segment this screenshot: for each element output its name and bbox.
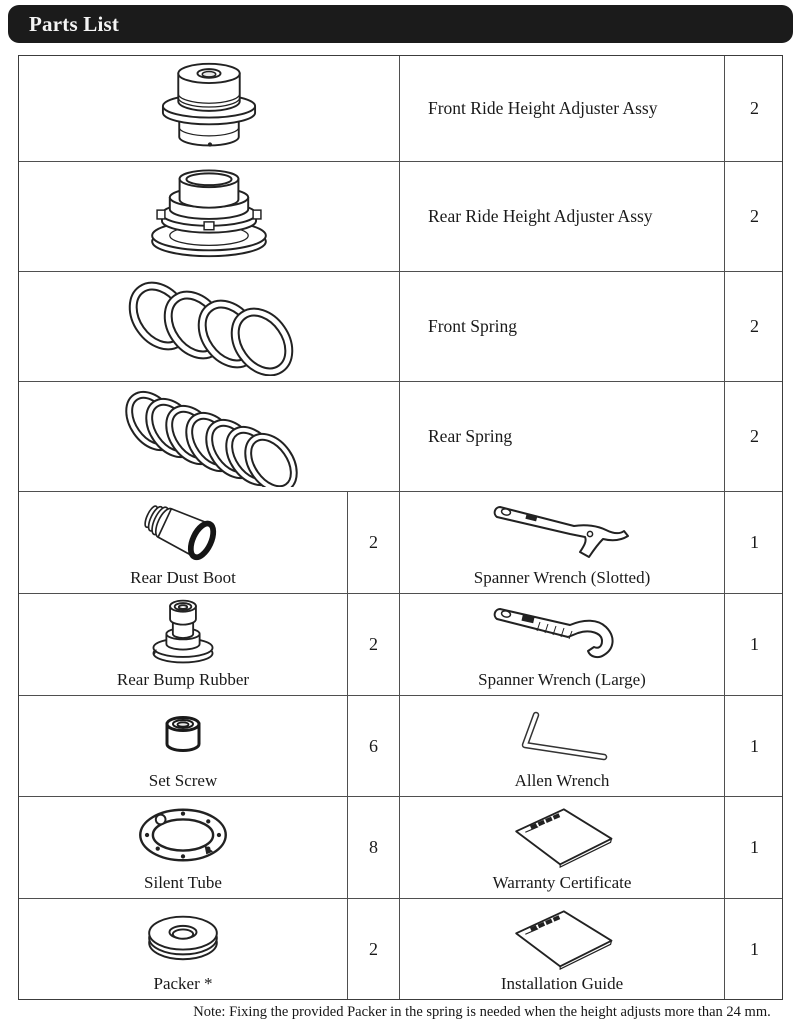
part-qty xyxy=(347,492,399,593)
table-row xyxy=(19,898,782,999)
part-figure-cell xyxy=(19,797,347,898)
part-qty-text: 2 xyxy=(750,426,759,447)
part-label: Warranty Certificate xyxy=(492,873,632,893)
spanner-wrench-large-icon xyxy=(482,601,642,663)
part-qty xyxy=(724,899,784,999)
front-ride-height-adjuster-icon xyxy=(134,60,284,156)
page-title: Parts List xyxy=(29,11,120,36)
part-label: Set Screw xyxy=(148,771,218,791)
part-qty xyxy=(347,696,399,797)
part-figure-cell xyxy=(19,899,347,999)
table-row xyxy=(19,796,782,898)
part-qty xyxy=(724,797,784,898)
part-label: Spanner Wrench (Large) xyxy=(478,669,646,689)
part-name xyxy=(399,56,724,161)
part-qty xyxy=(347,797,399,898)
part-label: Rear Bump Rubber xyxy=(116,669,250,689)
figure xyxy=(400,492,724,568)
set-screw-icon xyxy=(155,709,211,759)
part-qty-text: 8 xyxy=(369,837,378,858)
part-qty-text: 1 xyxy=(750,633,759,654)
part-qty xyxy=(724,492,784,593)
part-label: Spanner Wrench (Slotted) xyxy=(473,567,651,587)
part-name-text: Rear Spring xyxy=(428,426,513,447)
part-qty-text: 2 xyxy=(369,633,378,654)
packer-icon xyxy=(137,908,229,966)
part-image-cell xyxy=(19,56,399,161)
figure xyxy=(19,492,347,568)
part-name xyxy=(399,272,724,382)
footnote: Note: Fixing the provided Packer in the spring is needed when the height adjusts more than 24 mm. xyxy=(193,1004,771,1020)
figure xyxy=(400,899,724,974)
figure xyxy=(400,797,724,873)
spanner-wrench-slotted-icon xyxy=(482,499,642,561)
part-qty-text: 1 xyxy=(750,531,759,552)
part-qty-text: 2 xyxy=(369,938,378,959)
part-image-cell xyxy=(19,382,399,491)
part-figure-cell xyxy=(399,492,724,593)
part-qty xyxy=(347,594,399,695)
silent-tube-icon xyxy=(128,801,238,869)
part-qty xyxy=(724,56,784,161)
part-figure-cell xyxy=(19,492,347,593)
part-qty-text: 2 xyxy=(750,315,759,336)
figure xyxy=(19,594,347,670)
part-name-text: Front Ride Height Adjuster Assy xyxy=(428,97,658,118)
figure xyxy=(19,696,347,772)
figure xyxy=(400,594,724,670)
part-name xyxy=(399,382,724,491)
part-qty-text: 2 xyxy=(750,205,759,226)
table-row xyxy=(19,271,782,382)
part-figure-cell xyxy=(19,594,347,695)
part-qty xyxy=(724,162,784,271)
part-label: Packer * xyxy=(153,973,213,993)
part-figure-cell xyxy=(399,797,724,898)
part-qty-text: 1 xyxy=(750,735,759,756)
allen-wrench-icon xyxy=(498,705,626,763)
part-qty-text: 2 xyxy=(750,97,759,118)
part-name-text: Front Spring xyxy=(428,315,517,336)
part-figure-cell xyxy=(19,696,347,797)
figure xyxy=(19,797,347,873)
figure xyxy=(400,696,724,772)
part-image-cell xyxy=(19,272,399,382)
table-row xyxy=(19,161,782,271)
part-image-cell xyxy=(19,162,399,271)
part-qty-text: 6 xyxy=(369,735,378,756)
table-row xyxy=(19,491,782,593)
part-qty xyxy=(724,382,784,491)
part-qty-text: 2 xyxy=(369,531,378,552)
rear-dust-boot-icon xyxy=(124,495,242,565)
part-figure-cell xyxy=(399,899,724,999)
rear-spring-icon xyxy=(114,387,304,487)
part-qty xyxy=(724,696,784,797)
table-row xyxy=(19,695,782,797)
part-figure-cell xyxy=(399,696,724,797)
part-label: Installation Guide xyxy=(500,973,624,993)
rear-bump-rubber-icon xyxy=(137,596,229,668)
warranty-certificate-icon xyxy=(496,802,628,868)
parts-table xyxy=(18,55,783,1000)
part-name-text: Rear Ride Height Adjuster Assy xyxy=(428,205,653,226)
front-spring-icon xyxy=(114,276,304,376)
figure xyxy=(19,899,347,974)
part-qty xyxy=(347,899,399,999)
rear-ride-height-adjuster-icon xyxy=(129,167,289,265)
table-row xyxy=(19,381,782,491)
part-label: Allen Wrench xyxy=(514,771,610,791)
table-row xyxy=(19,56,782,161)
part-qty xyxy=(724,272,784,382)
part-label: Silent Tube xyxy=(144,873,222,893)
part-label: Rear Dust Boot xyxy=(130,567,236,587)
part-qty-text: 1 xyxy=(750,837,759,858)
part-qty-text: 1 xyxy=(750,938,759,959)
header-bar xyxy=(8,5,793,43)
part-figure-cell xyxy=(399,594,724,695)
installation-guide-icon xyxy=(496,904,628,970)
part-name xyxy=(399,162,724,271)
part-qty xyxy=(724,594,784,695)
table-row xyxy=(19,593,782,695)
